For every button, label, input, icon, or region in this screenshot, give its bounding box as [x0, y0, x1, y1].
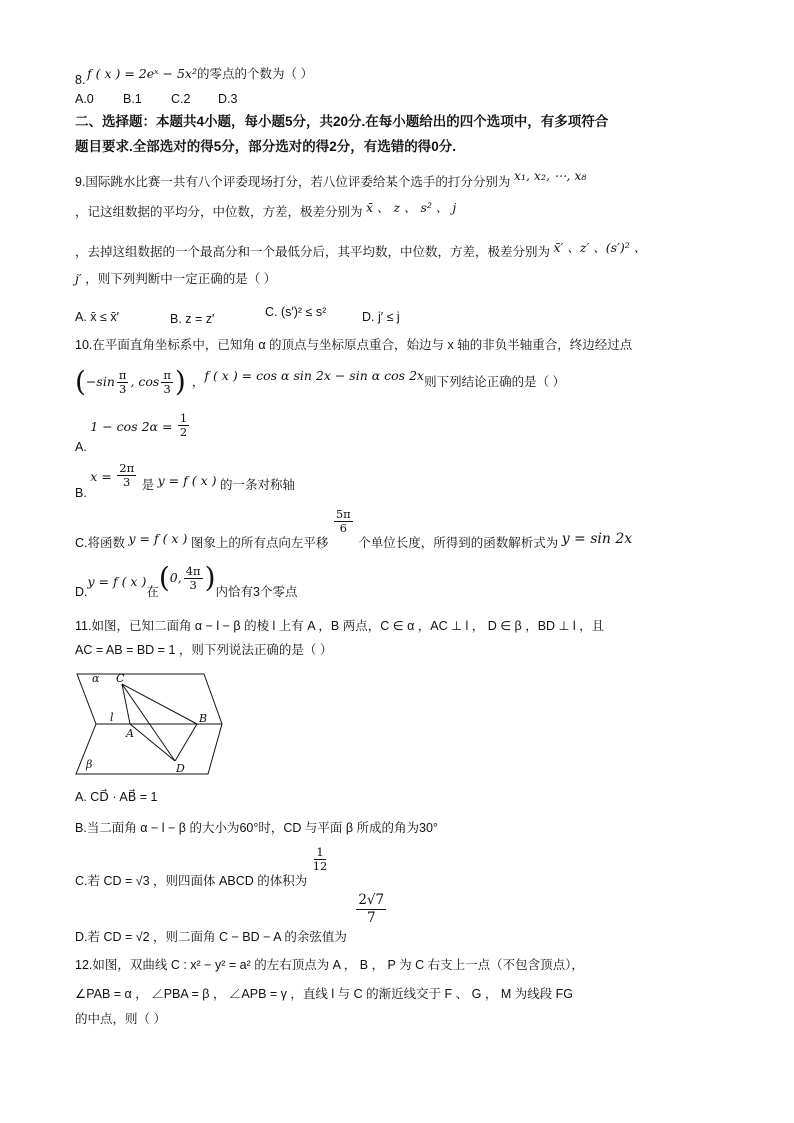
- q10-option-c-result: y = sin 2x: [561, 530, 633, 547]
- q9-statistics: x̄ 、 z 、 s² 、 j: [366, 200, 457, 215]
- q12-line1: 12.如图，双曲线 C : x² − y² = a² 的左右顶点为 A ， B ， P 为 C 右支上一点（不包含顶点），: [75, 958, 584, 972]
- q10-option-d-frac: $\frac{4\pi}{3}$: [185, 563, 201, 592]
- q10-point-frac-1: $\frac{\pi}{3}$: [118, 367, 127, 396]
- q10-option-d-interval-left: 0,: [169, 570, 182, 585]
- q10-option-c-text1: 图象上的所有点向左平移: [190, 535, 329, 550]
- q8-option-a: A.0: [75, 92, 94, 106]
- q8-option-c: C.2: [171, 92, 191, 106]
- q11-option-c-text: C.若 CD = √3 ，则四面体 ABCD 的体积为: [75, 873, 308, 888]
- label-alpha: α: [92, 672, 100, 685]
- q9-option-d: D. j′ ≤ j: [362, 310, 400, 324]
- q10-point-right-paren: ): [174, 365, 186, 398]
- q10-option-d-label: D.: [75, 585, 88, 599]
- q10-option-b: [75, 462, 295, 502]
- q9-line1: [75, 168, 587, 190]
- q10-option-d-left-paren: (: [158, 561, 170, 594]
- segment-BD: [175, 724, 197, 761]
- q8-option-b: B.1: [123, 92, 142, 106]
- q10-option-b-lhs: x =: [90, 468, 112, 484]
- q10-line2: ( −sin $\frac{\pi}{3}$ , cos $\frac{\pi}{3}$ ) ， f ( x ) = cos α sin 2x − sin α cos 2x 则下列结论正确的是（ ）: [75, 365, 566, 398]
- q10-option-b-mid: 是: [141, 477, 155, 492]
- q10-option-a-label: A.: [75, 439, 87, 454]
- section2-heading-line2: 题目要求.全部选对的得5分，部分选对的得2分，有选错的得0分.: [75, 139, 457, 154]
- q11-option-d: [75, 892, 388, 944]
- q8-formula-line: [75, 66, 313, 82]
- q10-point-frac-2: $\frac{\pi}{3}$: [163, 367, 171, 396]
- q9-data-list: x₁, x₂, ⋯, x₈: [513, 168, 587, 183]
- label-A: A: [126, 727, 134, 740]
- q9-option-c: C. (s′)² ≤ s²: [265, 305, 327, 319]
- q11-dihedral-figure: [72, 668, 232, 780]
- q10-point-neg-sin: −sin: [85, 374, 115, 389]
- q12-line2: ∠PAB = α ， ∠PBA = β ， ∠APB = γ ，直线 l 与 C 的渐近线交于 F 、 G ， M 为线段 FG: [75, 987, 574, 1001]
- q9-line2: [75, 200, 457, 220]
- label-l: l: [110, 711, 114, 724]
- q8-stem: 的零点的个数为（ ）: [197, 67, 313, 81]
- q9-line1-text: 9.国际跳水比赛一共有八个评委现场打分，若八位评委给某个选手的打分分别为: [75, 175, 511, 189]
- q10-option-d-func: y = f ( x ): [87, 574, 147, 589]
- label-C: C: [116, 672, 125, 685]
- q8-number: 8.: [75, 73, 86, 87]
- q10-option-a: [75, 411, 191, 456]
- label-beta: β: [86, 758, 93, 771]
- section2-heading-line1: 二、选择题：本题共4小题，每小题5分，共20分.在每小题给出的四个选项中，有多项符合: [75, 114, 609, 129]
- q10-option-c: [75, 508, 632, 548]
- label-D: D: [176, 762, 185, 775]
- q11-option-d-text: D.若 CD = √2 ，则二面角 C − BD − A 的余弦值为: [75, 929, 347, 944]
- q10-option-c-label: C.将函数: [75, 535, 126, 550]
- plane-beta: [76, 724, 222, 774]
- q9-new-statistics: x̄′ 、z′ 、(s′)² 、: [553, 240, 647, 255]
- q11-option-c-frac: $\frac{1}{12}$: [312, 845, 328, 873]
- q9-option-b: B. z = z′: [170, 312, 215, 326]
- q11-line1: 11.如图，已知二面角 α − l − β 的棱 l 上有 A ，B 两点，C ∈ α ，AC ⊥ l ， D ∈ β ，BD ⊥ l ，且: [75, 619, 605, 633]
- q10-option-c-text2: 个单位长度，所得到的函数解析式为: [358, 535, 559, 550]
- q11-line2: AC = AB = BD = 1 ，则下列说法正确的是（ ）: [75, 643, 333, 657]
- q10-function: f ( x ) = cos α sin 2x − sin α cos 2x: [204, 368, 425, 383]
- q10-option-c-frac: $\frac{5\pi}{6}$: [335, 507, 351, 535]
- q12-line3: 的中点，则（ ）: [75, 1012, 166, 1026]
- q9-line4-text: ，则下列判断中一定正确的是（ ）: [85, 272, 277, 286]
- q11-option-d-frac: $\frac{2√7}{7}$: [358, 892, 385, 926]
- segment-CB: [122, 684, 197, 724]
- q10-option-d-in: 在: [146, 585, 159, 599]
- q10-line1: 10.在平面直角坐标系中，已知角 α 的顶点与坐标原点重合，始边与 x 轴的非负半轴重合，终边经过点: [75, 338, 633, 352]
- q11-option-c: [75, 846, 329, 886]
- q10-option-d-text: 内恰有3个零点: [215, 585, 298, 599]
- segment-AD: [130, 724, 175, 761]
- q10-option-d-right-paren: ): [204, 561, 216, 594]
- q11-option-a: A. CD⃗ · AB⃗ = 1: [75, 790, 158, 804]
- q10-point-cos: , cos: [130, 374, 160, 389]
- q10-option-b-label: B.: [75, 485, 87, 500]
- q11-option-b: B.当二面角 α − l − β 的大小为60°时，CD 与平面 β 所成的角为30°: [75, 821, 438, 835]
- q10-option-a-frac: $\frac{1}{2}$: [179, 411, 188, 439]
- q10-option-a-expr: 1 − cos 2α =: [90, 418, 173, 434]
- q9-line3: [75, 240, 647, 260]
- q9-new-range: j′: [75, 271, 82, 286]
- q10-option-c-func: y = f ( x ): [128, 530, 188, 546]
- q9-option-a: A. x̄ ≤ x̄′: [75, 310, 119, 324]
- q10-option-b-text: 的一条对称轴: [219, 477, 295, 492]
- q10-option-d: [75, 555, 298, 601]
- label-B: B: [199, 712, 208, 725]
- q8-option-d: D.3: [218, 92, 238, 106]
- q9-line3-text: ，去掉这组数据的一个最高分和一个最低分后，其平均数，中位数，方差，极差分别为: [75, 245, 551, 259]
- q10-point-left-paren: (: [75, 365, 86, 398]
- q10-function-suffix: 则下列结论正确的是（ ）: [424, 375, 566, 389]
- q9-line4: [75, 271, 276, 287]
- q10-option-b-frac: $\frac{2\pi}{3}$: [119, 461, 135, 489]
- q8-function-formula: f ( x ) = 2eˣ − 5x²: [87, 66, 197, 81]
- q10-option-b-func: y = f ( x ): [157, 472, 217, 488]
- q9-line2-text: ，记这组数据的平均分，中位数，方差，极差分别为: [75, 205, 363, 219]
